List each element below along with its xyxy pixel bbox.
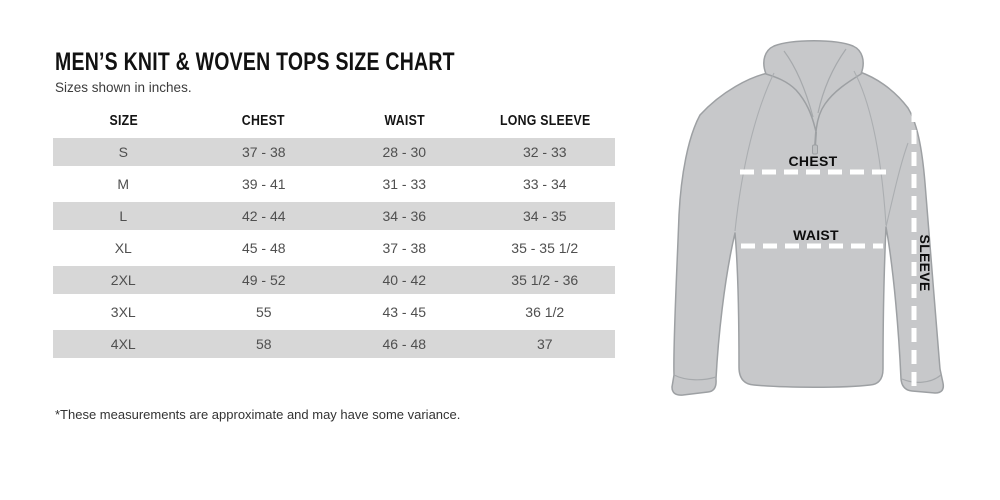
size-chart-table [53,106,615,360]
cell-size: 2XL [110,272,136,288]
cell-chest: 49 - 52 [241,272,286,288]
sleeve-label: SLEEVE [917,234,933,292]
cell-long-sleeve: 32 - 33 [522,144,567,160]
cell-size: S [118,144,128,160]
table-row [53,232,615,264]
cell-waist: 40 - 42 [382,272,427,288]
cell-waist: 46 - 48 [382,336,427,352]
cell-chest: 37 - 38 [241,144,286,160]
column-header-size: SIZE [109,113,138,129]
table-body [53,136,615,360]
garment-illustration [640,15,980,435]
column-header-long-sleeve: LONG SLEEVE [499,113,590,129]
cell-waist: 43 - 45 [382,304,427,320]
page-title: MEN’S KNIT & WOVEN TOPS SIZE CHART [55,48,455,76]
cell-chest: 45 - 48 [241,240,286,256]
table-row [53,168,615,200]
cell-long-sleeve: 33 - 34 [522,176,567,192]
cell-long-sleeve: 35 1/2 - 36 [511,272,579,288]
cell-chest: 55 [255,304,272,320]
cell-long-sleeve: 36 1/2 [525,304,565,320]
cell-chest: 58 [255,336,272,352]
cell-waist: 28 - 30 [382,144,427,160]
measurement-disclaimer: *These measurements are approximate and may have some variance. [55,407,461,422]
page-subtitle: Sizes shown in inches. [55,80,192,95]
table-row [53,136,615,168]
column-header-chest: CHEST [242,113,286,129]
cell-chest: 39 - 41 [241,176,286,192]
cell-waist: 37 - 38 [382,240,427,256]
cell-size: 3XL [110,304,136,320]
table-row [53,264,615,296]
table-row [53,296,615,328]
chest-label: CHEST [788,153,838,169]
cell-waist: 34 - 36 [382,208,427,224]
cell-size: 4XL [110,336,136,352]
cell-long-sleeve: 35 - 35 1/2 [511,240,579,256]
table-row [53,200,615,232]
cell-size: XL [114,240,132,256]
table-row [53,328,615,360]
cell-size: L [119,208,128,224]
cell-long-sleeve: 34 - 35 [522,208,567,224]
column-header-waist: WAIST [384,113,425,129]
cell-size: M [117,176,130,192]
table-header-row [53,106,615,136]
cell-waist: 31 - 33 [382,176,427,192]
cell-chest: 42 - 44 [241,208,286,224]
cell-long-sleeve: 37 [536,336,553,352]
waist-label: WAIST [793,227,839,243]
